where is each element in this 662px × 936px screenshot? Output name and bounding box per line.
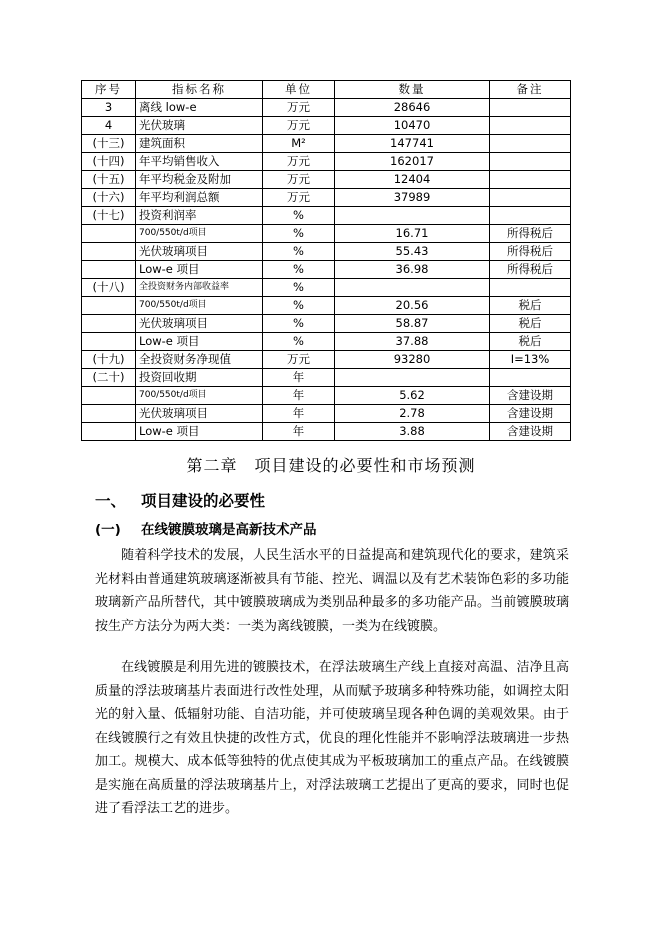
table-row (82, 207, 571, 225)
subsection-number: (一) (95, 522, 121, 538)
paragraph-1: 随着科学技术的发展，人民生活水平的日益提高和建筑现代化的要求，建筑采光材料由普通建筑玻璃逐渐被具有节能、控光、调温以及有艺术装饰色彩的多功能玻璃新产品所替代，其中镀膜玻璃成为类别品种最多的多功能产品。当前镀膜玻璃按生产方法分为两大类：一类为离线镀膜，一类为在线镀膜。 (95, 548, 569, 634)
header-unit: 单位 (263, 81, 335, 99)
cell-note: 含建设期 (490, 405, 571, 423)
cell-unit: 万元 (263, 153, 335, 171)
cell-qty: 10470 (335, 117, 490, 135)
cell-name: 年平均税金及附加 (136, 171, 263, 189)
subsection-heading (95, 518, 317, 538)
cell-qty: 147741 (335, 135, 490, 153)
cell-qty: 37.88 (335, 333, 490, 351)
table-row (82, 369, 571, 387)
cell-no (82, 243, 136, 261)
cell-name: 光伏玻璃项目 (136, 315, 263, 333)
cell-note (490, 117, 571, 135)
cell-name: Low-e 项目 (136, 333, 263, 351)
cell-unit: 万元 (263, 171, 335, 189)
cell-unit: 万元 (263, 117, 335, 135)
section-heading-1 (95, 489, 265, 511)
section-number: 一、 (95, 492, 127, 510)
cell-unit: % (263, 225, 335, 243)
table-row (82, 261, 571, 279)
header-qty: 数量 (335, 81, 490, 99)
paragraph-2: 在线镀膜是利用先进的镀膜技术，在浮法玻璃生产线上直接对高温、洁净且高质量的浮法玻璃基片表面进行改性处理，从而赋予玻璃多种特殊功能，如调控太阳光的射入量、低辐射功能、自洁功能，并可使玻璃呈现各种色调的美观效果。由于在线镀膜行之有效且快捷的改性方式，优良的理化性能并不影响浮法玻璃进一步热加工。规模大、成本低等独特的优点使其成为平板玻璃加工的重点产品。在线镀膜是实施在高质量的浮法玻璃基片上，对浮法玻璃工艺提出了更高的要求，同时也促进了看浮法工艺的进步。 (95, 660, 569, 816)
cell-note: 税后 (490, 297, 571, 315)
header-note: 备注 (490, 81, 571, 99)
cell-qty (335, 279, 490, 297)
subsection-title: 在线镀膜玻璃是高新技术产品 (141, 522, 317, 538)
cell-name: 投资利润率 (136, 207, 263, 225)
cell-qty: 162017 (335, 153, 490, 171)
cell-no (82, 423, 136, 441)
table-row (82, 405, 571, 423)
cell-qty: 55.43 (335, 243, 490, 261)
cell-qty: 28646 (335, 99, 490, 117)
cell-name: 年平均销售收入 (136, 153, 263, 171)
cell-note (490, 99, 571, 117)
cell-no (82, 387, 136, 405)
table-row (82, 423, 571, 441)
cell-qty: 20.56 (335, 297, 490, 315)
cell-unit: % (263, 207, 335, 225)
chapter-title: 第二章 项目建设的必要性和市场预测 (186, 456, 476, 475)
cell-name: 年平均利润总额 (136, 189, 263, 207)
cell-unit: % (263, 315, 335, 333)
cell-note (490, 153, 571, 171)
cell-qty: 3.88 (335, 423, 490, 441)
cell-name: Low-e 项目 (136, 423, 263, 441)
cell-note: 所得税后 (490, 261, 571, 279)
cell-qty: 93280 (335, 351, 490, 369)
cell-unit: 年 (263, 369, 335, 387)
cell-qty: 12404 (335, 171, 490, 189)
table-row (82, 99, 571, 117)
cell-qty: 16.71 (335, 225, 490, 243)
cell-unit: % (263, 297, 335, 315)
cell-unit: 万元 (263, 351, 335, 369)
cell-unit: M² (263, 135, 335, 153)
cell-no: (十五) (82, 171, 136, 189)
cell-unit: 年 (263, 423, 335, 441)
cell-unit: 年 (263, 387, 335, 405)
cell-no: (十六) (82, 189, 136, 207)
table-row (82, 243, 571, 261)
table-row (82, 153, 571, 171)
cell-name: 投资回收期 (136, 369, 263, 387)
header-name: 指标名称 (136, 81, 263, 99)
cell-name: Low-e 项目 (136, 261, 263, 279)
cell-qty: 58.87 (335, 315, 490, 333)
cell-name: 光伏玻璃项目 (136, 243, 263, 261)
cell-note (490, 207, 571, 225)
cell-no: (十七) (82, 207, 136, 225)
cell-note (490, 189, 571, 207)
cell-name: 离线 low-e (136, 99, 263, 117)
cell-name: 700/550t/d项目 (136, 387, 263, 405)
cell-unit: 万元 (263, 189, 335, 207)
cell-unit: % (263, 279, 335, 297)
table-row (82, 315, 571, 333)
table-row (82, 387, 571, 405)
cell-name: 700/550t/d项目 (136, 225, 263, 243)
cell-note: 所得税后 (490, 243, 571, 261)
header-no: 序号 (82, 81, 136, 99)
table-row (82, 333, 571, 351)
table-row (82, 135, 571, 153)
cell-no (82, 315, 136, 333)
cell-name: 光伏玻璃项目 (136, 405, 263, 423)
cell-note: 所得税后 (490, 225, 571, 243)
table-row (82, 189, 571, 207)
cell-unit: 万元 (263, 99, 335, 117)
cell-no: 4 (82, 117, 136, 135)
cell-qty (335, 369, 490, 387)
cell-no: (十三) (82, 135, 136, 153)
cell-note: 税后 (490, 333, 571, 351)
cell-no: (十九) (82, 351, 136, 369)
cell-no (82, 261, 136, 279)
section-title: 项目建设的必要性 (141, 492, 266, 510)
table-row (82, 117, 571, 135)
cell-note: 含建设期 (490, 423, 571, 441)
cell-qty: 37989 (335, 189, 490, 207)
cell-note (490, 369, 571, 387)
cell-qty: 36.98 (335, 261, 490, 279)
cell-unit: % (263, 243, 335, 261)
indicator-table (81, 80, 571, 441)
cell-no (82, 405, 136, 423)
cell-name: 光伏玻璃 (136, 117, 263, 135)
cell-qty (335, 207, 490, 225)
cell-no: (二十) (82, 369, 136, 387)
cell-note (490, 279, 571, 297)
cell-name: 700/550t/d项目 (136, 297, 263, 315)
table-header-row (82, 81, 571, 99)
cell-name: 全投资财务净现值 (136, 351, 263, 369)
cell-no: (十四) (82, 153, 136, 171)
table-row (82, 351, 571, 369)
cell-unit: % (263, 261, 335, 279)
cell-no (82, 225, 136, 243)
cell-unit: 年 (263, 405, 335, 423)
cell-note: I=13% (490, 351, 571, 369)
cell-note: 含建设期 (490, 387, 571, 405)
cell-name: 全投资财务内部收益率 (136, 279, 263, 297)
cell-no: 3 (82, 99, 136, 117)
cell-qty: 2.78 (335, 405, 490, 423)
cell-note: 税后 (490, 315, 571, 333)
cell-no (82, 333, 136, 351)
table-row (82, 297, 571, 315)
cell-name: 建筑面积 (136, 135, 263, 153)
table-row (82, 225, 571, 243)
cell-no: (十八) (82, 279, 136, 297)
table-row (82, 171, 571, 189)
cell-note (490, 171, 571, 189)
table-row (82, 279, 571, 297)
cell-unit: % (263, 333, 335, 351)
cell-no (82, 297, 136, 315)
cell-note (490, 135, 571, 153)
cell-qty: 5.62 (335, 387, 490, 405)
